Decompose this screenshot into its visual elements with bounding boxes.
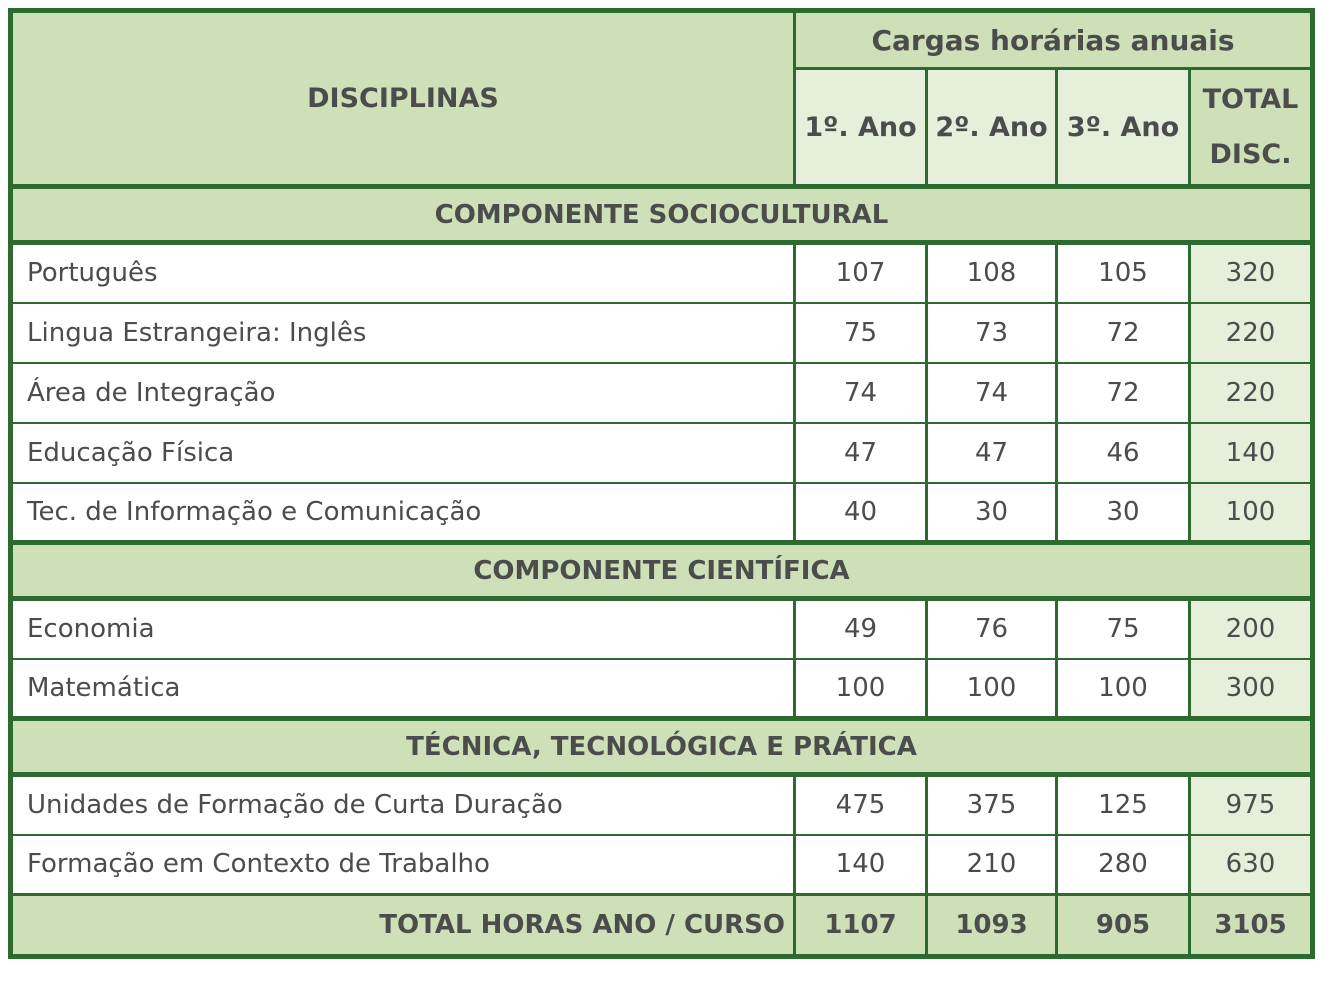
discipline-row: [11, 599, 1313, 659]
hours-year3: 100: [1057, 659, 1190, 719]
hours-year1: 74: [795, 363, 927, 423]
annual-hours-span-header: Cargas horárias anuais: [795, 11, 1313, 69]
hours-year3: 75: [1057, 599, 1190, 659]
hours-total: 220: [1190, 363, 1313, 423]
discipline-name: Português: [11, 243, 795, 303]
hours-total: 320: [1190, 243, 1313, 303]
discipline-name: Tec. de Informação e Comunicação: [11, 483, 795, 543]
hours-year2: 47: [927, 423, 1057, 483]
table-header: [11, 11, 1313, 187]
section-title: COMPONENTE CIENTÍFICA: [11, 543, 1313, 599]
year2-column-header: 2º. Ano: [927, 69, 1057, 187]
course-hours-table: [8, 8, 1315, 959]
hours-year3: 30: [1057, 483, 1190, 543]
hours-year3: 280: [1057, 835, 1190, 895]
table-body: [11, 187, 1313, 895]
discipline-row: [11, 835, 1313, 895]
section-header-sociocultural: [11, 187, 1313, 243]
header-row-span: [11, 11, 1313, 69]
section-header-cientifica: [11, 543, 1313, 599]
hours-total: 220: [1190, 303, 1313, 363]
hours-total: 975: [1190, 775, 1313, 835]
hours-year3: 46: [1057, 423, 1190, 483]
discipline-row: [11, 483, 1313, 543]
hours-year1: 100: [795, 659, 927, 719]
total-year2: 1093: [927, 895, 1057, 957]
discipline-row: [11, 659, 1313, 719]
discipline-row: [11, 303, 1313, 363]
section-header-tecnica: [11, 719, 1313, 775]
discipline-row: [11, 423, 1313, 483]
total-year1: 1107: [795, 895, 927, 957]
discipline-name: Formação em Contexto de Trabalho: [11, 835, 795, 895]
hours-total: 140: [1190, 423, 1313, 483]
hours-year2: 100: [927, 659, 1057, 719]
discipline-name: Educação Física: [11, 423, 795, 483]
hours-total: 300: [1190, 659, 1313, 719]
total-row: [11, 895, 1313, 957]
discipline-name: Matemática: [11, 659, 795, 719]
section-title: TÉCNICA, TECNOLÓGICA E PRÁTICA: [11, 719, 1313, 775]
discipline-name: Lingua Estrangeira: Inglês: [11, 303, 795, 363]
total-header-line2: DISC.: [1209, 139, 1292, 170]
hours-year2: 73: [927, 303, 1057, 363]
hours-year1: 47: [795, 423, 927, 483]
section-title: COMPONENTE SOCIOCULTURAL: [11, 187, 1313, 243]
table-footer: [11, 895, 1313, 957]
discipline-row: [11, 775, 1313, 835]
total-row-label: TOTAL HORAS ANO / CURSO: [11, 895, 795, 957]
hours-year1: 40: [795, 483, 927, 543]
hours-total: 630: [1190, 835, 1313, 895]
hours-total: 100: [1190, 483, 1313, 543]
total-course: 3105: [1190, 895, 1313, 957]
hours-year1: 475: [795, 775, 927, 835]
year3-column-header: 3º. Ano: [1057, 69, 1190, 187]
year1-column-header: 1º. Ano: [795, 69, 927, 187]
hours-total: 200: [1190, 599, 1313, 659]
hours-year3: 72: [1057, 363, 1190, 423]
hours-year3: 72: [1057, 303, 1190, 363]
hours-year2: 30: [927, 483, 1057, 543]
discipline-row: [11, 243, 1313, 303]
total-column-header: [1190, 69, 1313, 187]
hours-year2: 210: [927, 835, 1057, 895]
hours-year2: 108: [927, 243, 1057, 303]
hours-year2: 74: [927, 363, 1057, 423]
total-year3: 905: [1057, 895, 1190, 957]
discipline-name: Unidades de Formação de Curta Duração: [11, 775, 795, 835]
disciplines-column-header: DISCIPLINAS: [11, 11, 795, 187]
discipline-name: Economia: [11, 599, 795, 659]
discipline-row: [11, 363, 1313, 423]
discipline-name: Área de Integração: [11, 363, 795, 423]
hours-year3: 125: [1057, 775, 1190, 835]
hours-year1: 107: [795, 243, 927, 303]
total-header-line1: TOTAL: [1202, 84, 1299, 115]
hours-year3: 105: [1057, 243, 1190, 303]
hours-year1: 49: [795, 599, 927, 659]
hours-year2: 76: [927, 599, 1057, 659]
hours-year2: 375: [927, 775, 1057, 835]
hours-year1: 75: [795, 303, 927, 363]
hours-year1: 140: [795, 835, 927, 895]
